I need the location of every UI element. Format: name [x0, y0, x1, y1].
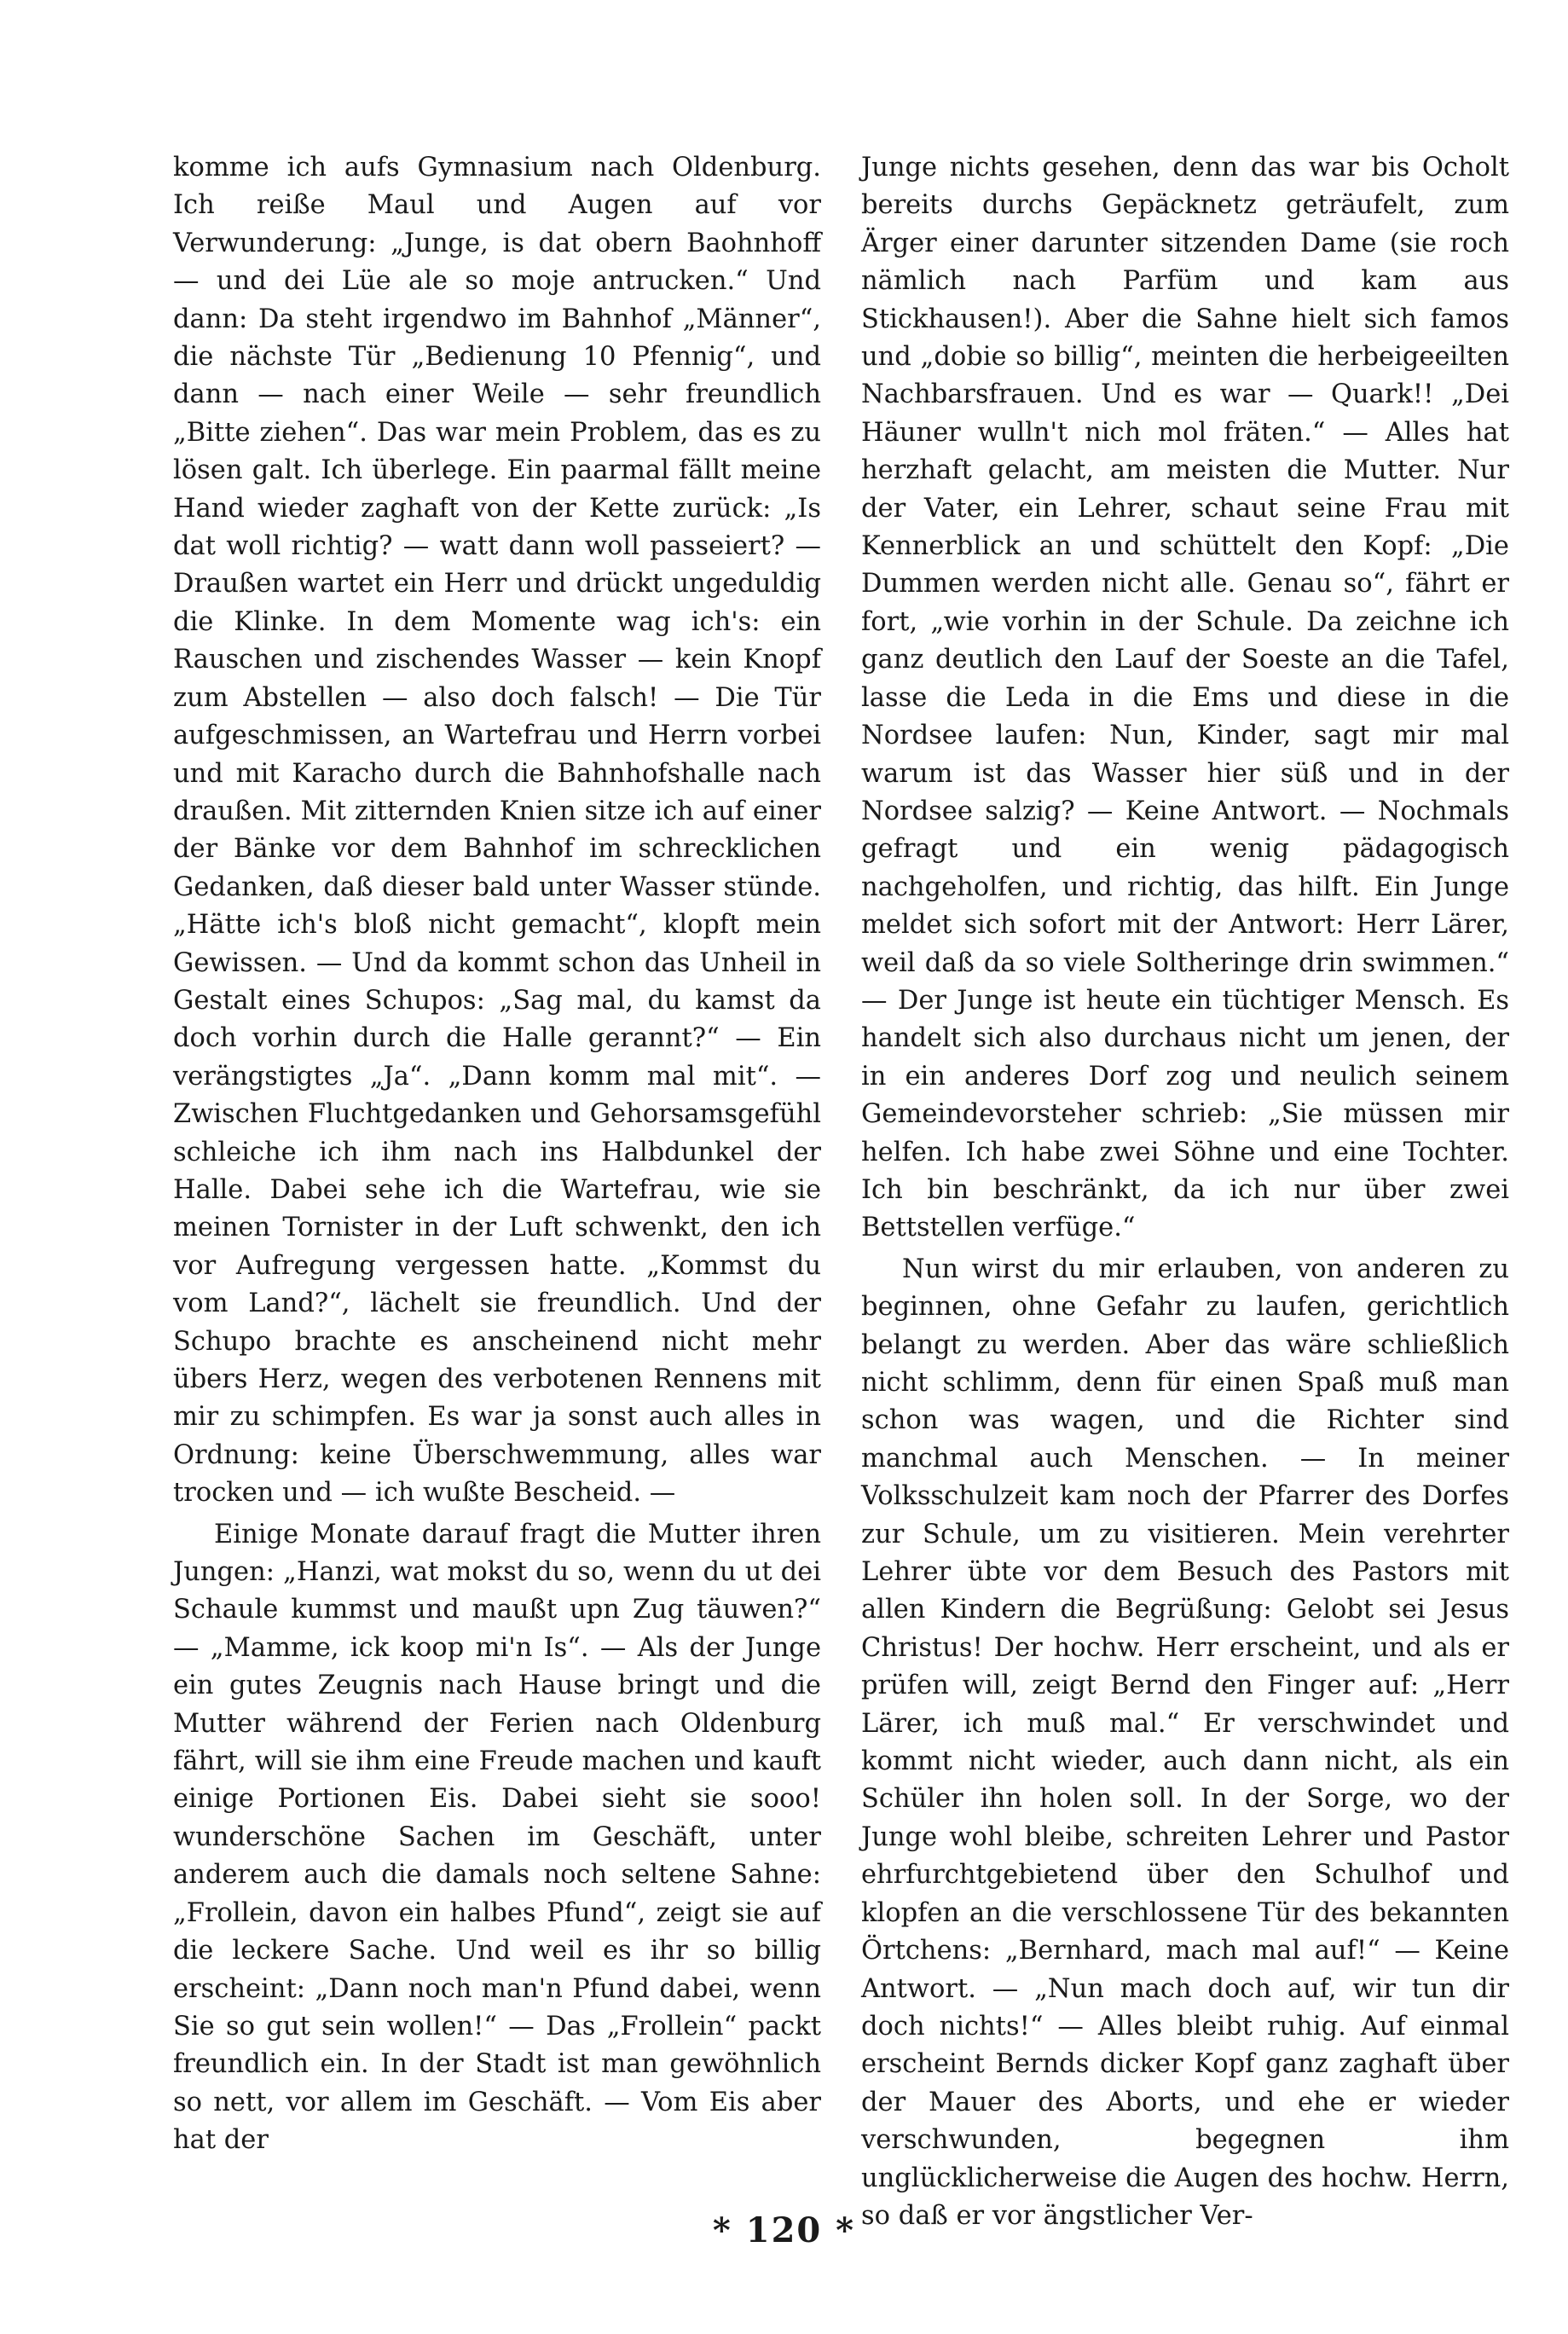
- paragraph: Nun wirst du mir erlauben, von anderen zu beginnen, ohne Gefahr zu laufen, gerichtlich belangt zu werden. Aber das wäre schließlich nicht schlimm, denn für einen Spaß muß man schon was wagen, und die Richter sind manchmal auch Menschen. — In meiner Volksschulzeit kam noch der Pfarrer des Dorfes zur Schule, um zu visitieren. Mein verehrter Lehrer übte vor dem Besuch des Pastors mit allen Kindern die Begrüßung: Gelobt sei Jesus Christus! Der hochw. Herr erscheint, und als er prüfen will, zeigt Bernd den Finger auf: „Herr Lärer, ich muß mal.“ Er verschwindet und kommt nicht wieder, auch dann nicht, als ein Schüler ihn holen soll. In der Sorge, wo der Junge wohl bleibe, schreiten Lehrer und Pastor ehrfurchtgebietend über den Schulhof und klopfen an die verschlossene Tür des bekannten Örtchens: „Bernhard, mach mal auf!“ — Keine Antwort. — „Nun mach doch auf, wir tun dir doch nichts!“ — Alles bleibt ruhig. Auf einmal erscheint Bernds dicker Kopf ganz zaghaft über der Mauer des Aborts, und ehe er wieder verschwunden, begegnen ihm unglücklicherweise die Augen des hochw. Herrn, so daß er vor ängstlicher Ver-: [861, 1254, 1509, 2231]
- left-column: [173, 149, 821, 2160]
- paragraph: Junge nichts gesehen, denn das war bis Ocholt bereits durchs Gepäcknetz geträufelt, zum Ärger einer darunter sitzenden Dame (sie roch nämlich nach Parfüm und kam aus Stickhausen!). Aber die Sahne hielt sich famos und „dobie so billig“, meinten die herbeigeeilten Nachbarsfrauen. Und es war — Quark!! „Dei Häuner wulln't nich mol fräten.“ — Alles hat herzhaft gelacht, am meisten die Mutter. Nur der Vater, ein Lehrer, schaut seine Frau mit Kennerblick an und schüttelt den Kopf: „Die Dummen werden nicht alle. Genau so“, fährt er fort, „wie vorhin in der Schule. Da zeichne ich ganz deutlich den Lauf der Soeste an die Tafel, lasse die Leda in die Ems und diese in die Nordsee laufen: Nun, Kinder, sagt mir mal warum ist das Wasser hier süß und in der Nordsee salzig? — Keine Antwort. — Nochmals gefragt und ein wenig pädagogisch nachgeholfen, und richtig, das hilft. Ein Junge meldet sich sofort mit der Antwort: Herr Lärer, weil daß da so viele Soltheringe drin swimmen.“ — Der Junge ist heute ein tüchtiger Mensch. Es handelt sich also durchaus nicht um jenen, der in ein anderes Dorf zog und neulich seinem Gemeindevorsteher schrieb: „Sie müssen mir helfen. Ich habe zwei Söhne und eine Tochter. Ich bin beschränkt, da ich nur über zwei Bettstellen verfüge.“: [861, 153, 1509, 1243]
- paragraph: komme ich aufs Gymnasium nach Oldenburg. Ich reiße Maul und Augen auf vor Verwunderung: „Junge, is dat obern Baohnhoff — und dei Lüe ale so moje antrucken.“ Und dann: Da steht irgendwo im Bahnhof „Männer“, die nächste Tür „Bedienung 10 Pfennig“, und dann — nach einer Weile — sehr freundlich „Bitte ziehen“. Das war mein Problem, das es zu lösen galt. Ich überlege. Ein paarmal fällt meine Hand wieder zaghaft von der Kette zurück: „Is dat woll richtig? — watt dann woll passeiert? — Draußen wartet ein Herr und drückt ungeduldig die Klinke. In dem Momente wag ich's: ein Rauschen und zischendes Wasser — kein Knopf zum Abstellen — also doch falsch! — Die Tür aufgeschmissen, an Wartefrau und Herrn vorbei und mit Karacho durch die Bahnhofshalle nach draußen. Mit zitternden Knien sitze ich auf einer der Bänke vor dem Bahnhof im schrecklichen Gedanken, daß dieser bald unter Wasser stünde. „Hätte ich's bloß nicht gemacht“, klopft mein Gewissen. — Und da kommt schon das Unheil in Gestalt eines Schupos: „Sag mal, du kamst da doch vorhin durch die Halle gerannt?“ — Ein verängstigtes „Ja“. „Dann komm mal mit“. — Zwischen Fluchtgedanken und Gehorsamsgefühl schleiche ich ihm nach ins Halbdunkel der Halle. Dabei sehe ich die Wartefrau, wie sie meinen Tornister in der Luft schwenkt, den ich vor Aufregung vergessen hatte. „Kommst du vom Land?“, lächelt sie freundlich. Und der Schupo brachte es anscheinend nicht mehr übers Herz, wegen des verbotenen Rennens mit mir zu schimpfen. Es war ja sonst auch alles in Ordnung: keine Überschwemmung, alles war trocken und — ich wußte Bescheid. —: [173, 153, 821, 1509]
- paragraph: Einige Monate darauf fragt die Mutter ihren Jungen: „Hanzi, wat mokst du so, wenn du ut dei Schaule kummst und maußt upn Zug täuwen?“ — „Mamme, ick koop mi'n Is“. — Als der Junge ein gutes Zeugnis nach Hause bringt und die Mutter während der Ferien nach Oldenburg fährt, will sie ihm eine Freude machen und kauft einige Portionen Eis. Dabei sieht sie sooo! wunderschöne Sachen im Geschäft, unter anderem auch die damals noch seltene Sahne: „Frollein, davon ein halbes Pfund“, zeigt sie auf die leckere Sache. Und weil es ihr so billig erscheint: „Dann noch man'n Pfund dabei, wenn Sie so gut sein wollen!“ — Das „Frollein“ packt freundlich ein. In der Stadt ist man gewöhnlich so nett, vor allem im Geschäft. — Vom Eis aber hat der: [173, 1519, 821, 2156]
- page-number: * 120 *: [712, 2210, 856, 2250]
- right-column: [861, 149, 1509, 2235]
